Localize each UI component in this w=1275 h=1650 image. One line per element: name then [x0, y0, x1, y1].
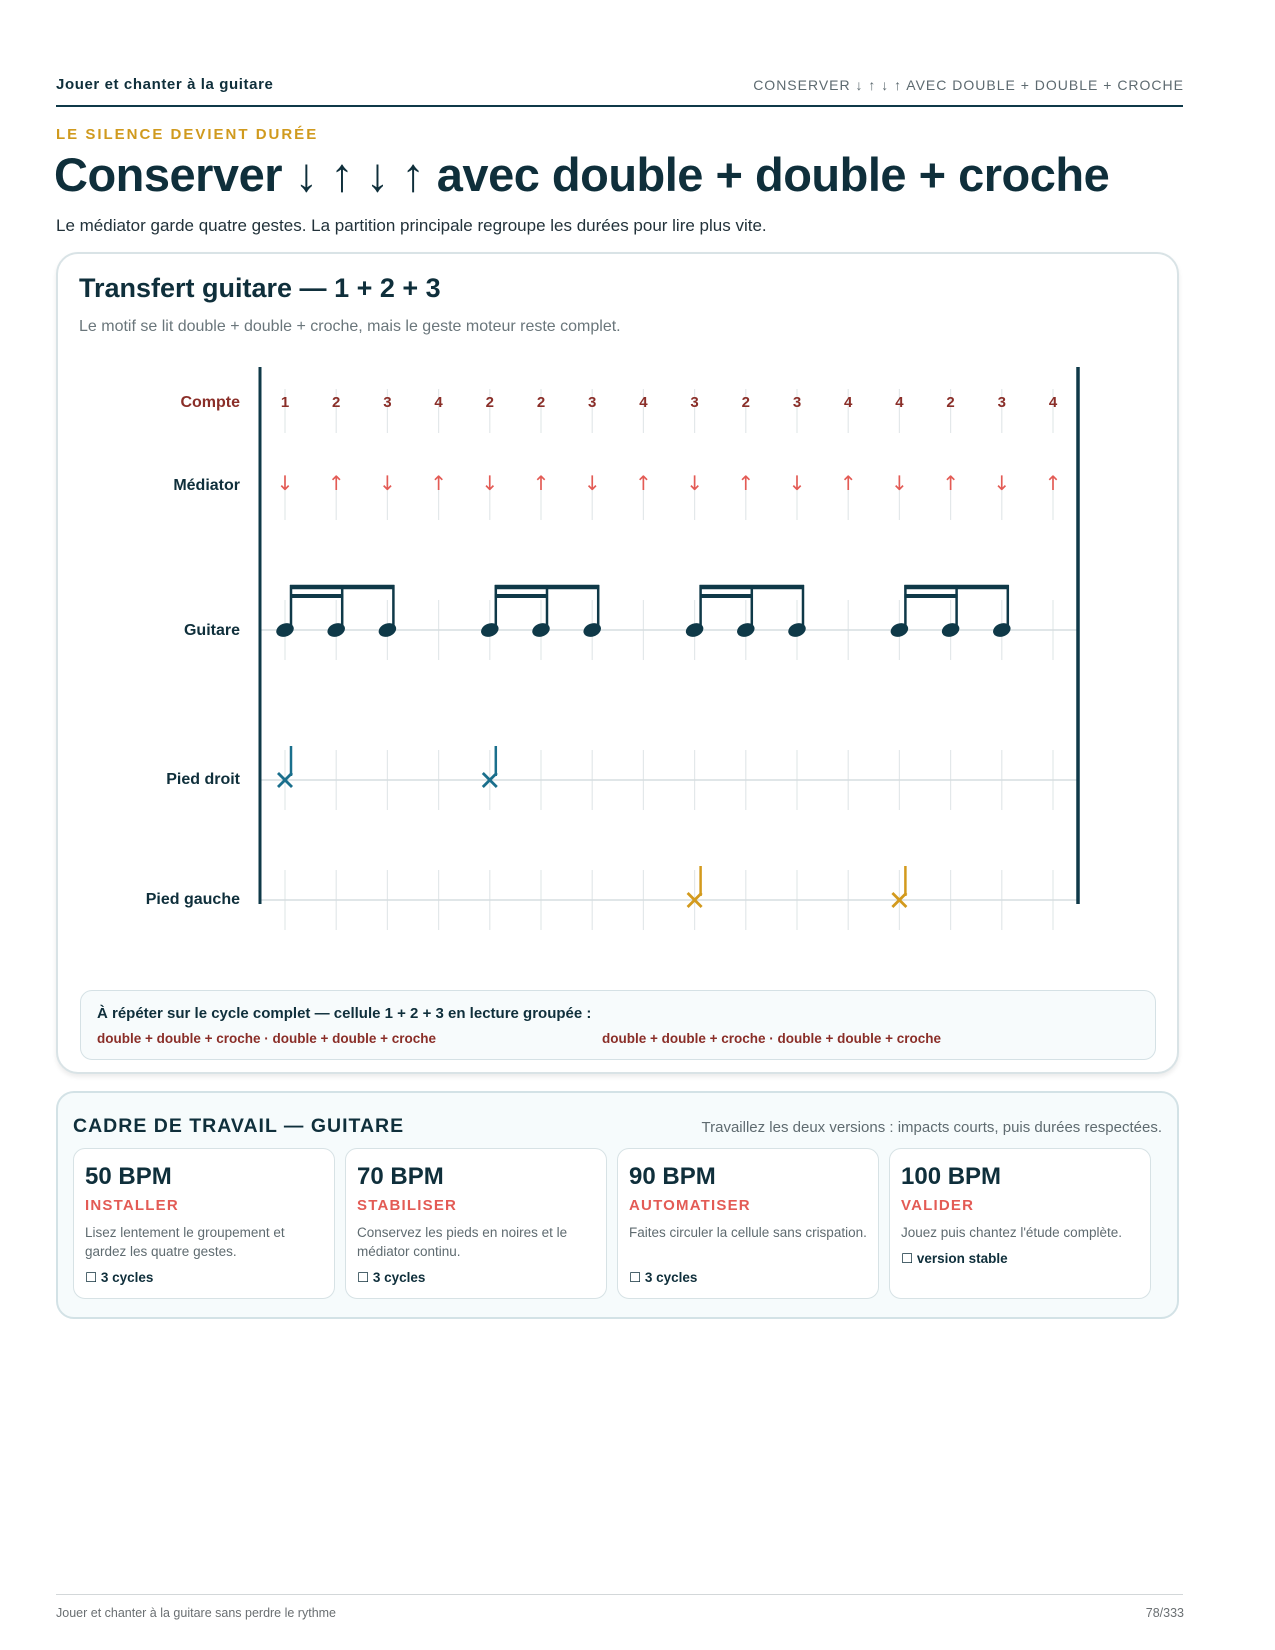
- count-label: 2: [485, 394, 494, 411]
- count-label: 4: [895, 394, 904, 411]
- note-head: [377, 621, 398, 639]
- card-title: Transfert guitare — 1 + 2 + 3: [79, 273, 441, 303]
- note-head: [326, 621, 347, 639]
- tile-checkbox[interactable]: ☐ 3 cycles: [629, 1270, 698, 1285]
- note-head: [786, 621, 807, 639]
- tempo-tile-100: [889, 1148, 1151, 1299]
- row-label-pied-droit: Pied droit: [166, 771, 240, 788]
- rhythm-score: [58, 254, 1177, 984]
- up-stroke-arrow: ↑: [839, 471, 857, 495]
- repeat-box: [80, 990, 1156, 1060]
- note-head: [889, 621, 910, 639]
- count-label: 4: [434, 394, 443, 411]
- tile-step: AUTOMATISER: [629, 1197, 751, 1214]
- tile-step: VALIDER: [901, 1197, 975, 1214]
- count-label: 3: [383, 394, 392, 411]
- card-subtitle: Le motif se lit double + double + croche, mais le geste moteur reste complet.: [79, 318, 621, 335]
- count-label: 2: [946, 394, 955, 411]
- footer-title: Jouer et chanter à la guitare sans perdre le rythme: [56, 1606, 337, 1620]
- repeat-sequence-right: double + double + croche · double + double + croche: [602, 1031, 942, 1046]
- count-label: 2: [741, 394, 750, 411]
- down-stroke-arrow: ↓: [583, 471, 601, 495]
- frame-title: CADRE DE TRAVAIL — GUITARE: [73, 1115, 405, 1137]
- tile-description: Conservez les pieds en noires et le médiator continu.: [357, 1225, 568, 1259]
- repeat-sequence-left: double + double + croche · double + double + croche: [97, 1031, 437, 1046]
- row-label-pied-gauche: Pied gauche: [145, 891, 240, 908]
- down-stroke-arrow: ↓: [686, 471, 703, 495]
- count-label: 3: [792, 394, 802, 411]
- count-label: 4: [844, 394, 853, 411]
- tile-bpm: 70 BPM: [357, 1163, 444, 1190]
- tile-checkbox[interactable]: ☐ 3 cycles: [357, 1270, 426, 1285]
- tile-step: STABILISER: [357, 1197, 458, 1214]
- running-head: CONSERVER ↓ ↑ ↓ ↑ AVEC DOUBLE + DOUBLE + CROCHE: [753, 77, 1184, 93]
- frame-note: Travaillez les deux versions : impacts courts, puis durées respectées.: [701, 1119, 1162, 1136]
- tempo-tile-90: [617, 1148, 879, 1299]
- note-head: [735, 621, 756, 639]
- up-stroke-arrow: ↑: [635, 471, 652, 495]
- page-number: 78/333: [1145, 1606, 1184, 1620]
- up-stroke-arrow: ↑: [942, 471, 959, 495]
- tile-bpm: 100 BPM: [901, 1163, 1002, 1190]
- down-stroke-arrow: ↓: [993, 471, 1011, 495]
- count-label: 2: [332, 394, 341, 411]
- count-label: 3: [690, 394, 699, 411]
- header-rule: [56, 105, 1183, 107]
- book-title: Jouer et chanter à la guitare: [56, 76, 274, 93]
- row-label-guitare: Guitare: [183, 622, 240, 639]
- note-head: [530, 621, 551, 639]
- note-head: [940, 621, 961, 639]
- footer-rule: [56, 1594, 1183, 1595]
- down-stroke-arrow: ↓: [379, 471, 396, 495]
- up-stroke-arrow: ↑: [430, 471, 447, 495]
- count-label: 4: [639, 394, 648, 411]
- up-stroke-arrow: ↑: [532, 471, 550, 495]
- tile-step: INSTALLER: [85, 1197, 179, 1214]
- page-subtitle: Le médiator garde quatre gestes. La partition principale regroupe les durées pour lire plus vite.: [56, 216, 767, 235]
- note-head: [479, 621, 500, 639]
- tile-description: Jouez puis chantez l'étude complète.: [901, 1225, 1122, 1240]
- repeat-title: À répéter sur le cycle complet — cellule 1 + 2 + 3 en lecture groupée :: [97, 1005, 592, 1022]
- work-frame: [56, 1091, 1179, 1319]
- kicker: LE SILENCE DEVIENT DURÉE: [56, 126, 319, 143]
- page-title: Conserver ↓ ↑ ↓ ↑ avec double + double + croche: [54, 148, 1110, 201]
- tempo-tile-70: [345, 1148, 607, 1299]
- note-head: [991, 621, 1012, 639]
- note-head: [582, 621, 603, 639]
- count-label: 3: [588, 394, 597, 411]
- up-stroke-arrow: ↑: [1044, 471, 1062, 495]
- count-label: 3: [997, 394, 1006, 411]
- transfer-card: [56, 252, 1179, 1074]
- down-stroke-arrow: ↓: [788, 471, 806, 495]
- note-head: [684, 621, 705, 639]
- up-stroke-arrow: ↑: [327, 471, 345, 495]
- tile-checkbox[interactable]: ☐ 3 cycles: [85, 1270, 154, 1285]
- note-head: [274, 621, 295, 639]
- tile-checkbox[interactable]: ☐ version stable: [901, 1251, 1008, 1266]
- tile-bpm: 90 BPM: [629, 1163, 716, 1190]
- count-label: 4: [1048, 394, 1058, 411]
- tile-description: Faites circuler la cellule sans crispation.: [629, 1225, 867, 1240]
- tile-bpm: 50 BPM: [85, 1163, 172, 1190]
- down-stroke-arrow: ↓: [891, 471, 908, 495]
- down-stroke-arrow: ↓: [481, 471, 499, 495]
- row-label-mediator: Médiator: [173, 477, 240, 494]
- row-label-compte: Compte: [180, 394, 240, 411]
- tempo-tile-50: [73, 1148, 335, 1299]
- up-stroke-arrow: ↑: [737, 471, 755, 495]
- down-stroke-arrow: ↓: [276, 471, 294, 495]
- count-label: 2: [536, 394, 546, 411]
- tile-description: Lisez lentement le groupement et gardez les quatre gestes.: [85, 1225, 285, 1259]
- count-label: 1: [280, 394, 290, 411]
